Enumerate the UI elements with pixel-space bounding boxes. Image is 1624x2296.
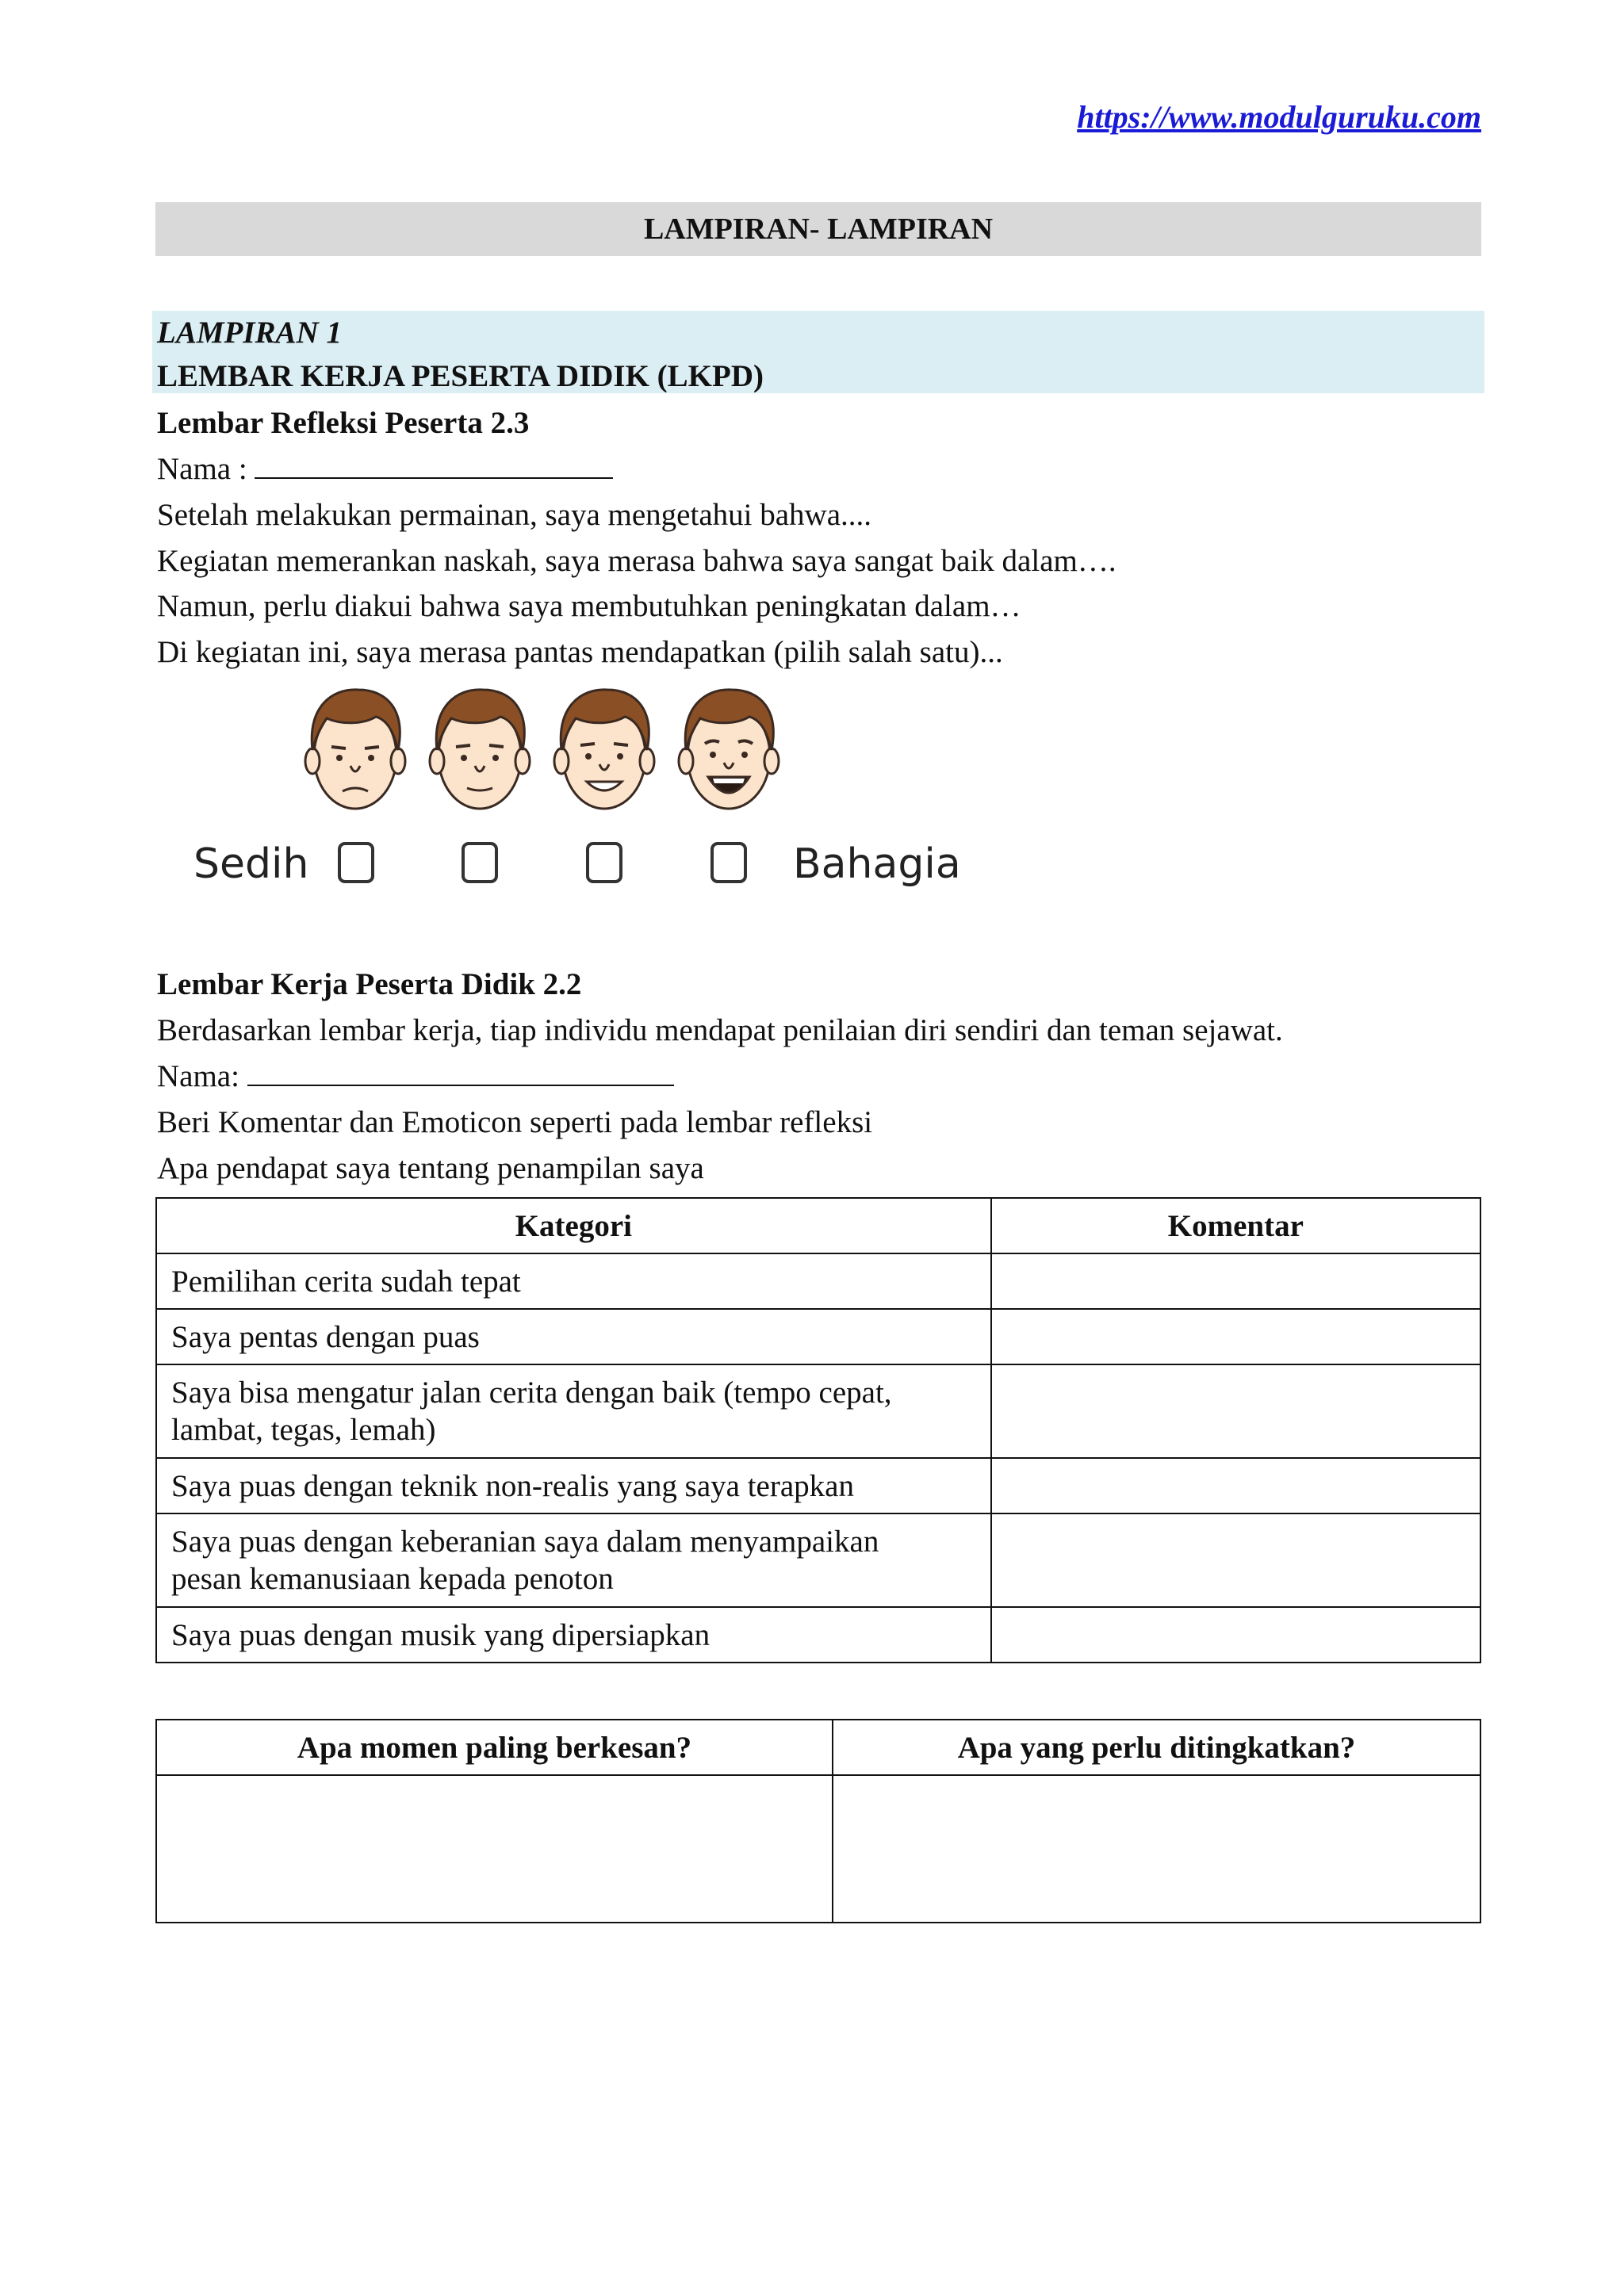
lkpd-heading: Lembar Kerja Peserta Didik 2.2	[157, 967, 582, 1001]
kategori-cell	[156, 1513, 991, 1607]
table-row	[156, 1253, 1480, 1309]
scale-left-label: Sedih	[193, 840, 309, 888]
reflection-table	[155, 1719, 1481, 1923]
kategori-text: Saya puas dengan musik yang dipersiapkan	[171, 1617, 710, 1652]
table-row	[156, 1607, 1480, 1663]
sad-checkbox[interactable]	[338, 842, 374, 883]
komentar-cell[interactable]	[991, 1513, 1480, 1607]
sad-face-icon	[300, 683, 411, 818]
happy-face-icon	[673, 683, 784, 818]
lkpd-name-row	[157, 1058, 674, 1096]
header-ditingkatkan: Apa yang perlu ditingkatkan?	[833, 1720, 1480, 1775]
emotion-scale	[182, 683, 959, 897]
refleksi-name-row	[157, 450, 613, 488]
table-row	[156, 1775, 1480, 1923]
kategori-cell	[156, 1607, 991, 1663]
kategori-text: Pemilihan cerita sudah tepat	[171, 1264, 521, 1299]
refleksi-name-label: Nama :	[157, 452, 247, 486]
neutral-face-icon	[424, 683, 535, 818]
lkpd-question: Apa pendapat saya tentang penampilan saya	[157, 1151, 704, 1185]
lkpd-intro: Berdasarkan lembar kerja, tiap individu mendapat penilaian diri sendiri dan teman sejawat.	[157, 1013, 1283, 1047]
kategori-cell	[156, 1253, 991, 1309]
lampiran-number: LAMPIRAN 1	[157, 316, 342, 350]
lkpd-name-label: Nama:	[157, 1059, 239, 1093]
refleksi-line-4: Di kegiatan ini, saya merasa pantas mendapatkan (pilih salah satu)...	[157, 635, 1003, 669]
refleksi-line-1: Setelah melakukan permainan, saya mengetahui bahwa....	[157, 498, 871, 532]
kategori-cell	[156, 1364, 991, 1458]
header-url-link[interactable]: https://www.modulguruku.com	[1077, 99, 1481, 135]
banner-title: LAMPIRAN- LAMPIRAN	[643, 212, 994, 246]
smile-face-icon	[549, 683, 660, 818]
table-row	[156, 1309, 1480, 1364]
komentar-cell[interactable]	[991, 1607, 1480, 1663]
happy-checkbox[interactable]	[710, 842, 747, 883]
refleksi-line-2: Kegiatan memerankan naskah, saya merasa bahwa saya sangat baik dalam….	[157, 544, 1116, 578]
scale-right-label: Bahagia	[793, 840, 961, 888]
kategori-text: pesan kemanusiaan kepada penoton	[171, 1562, 614, 1596]
refleksi-heading: Lembar Refleksi Peserta 2.3	[157, 406, 530, 440]
header-momen: Apa momen paling berkesan?	[156, 1720, 833, 1775]
table-row	[156, 1513, 1480, 1607]
kategori-cell	[156, 1309, 991, 1364]
kategori-text: Saya bisa mengatur jalan cerita dengan baik (tempo cepat,	[171, 1376, 892, 1410]
lkpd-instruction: Beri Komentar dan Emoticon seperti pada lembar refleksi	[157, 1105, 873, 1139]
komentar-cell[interactable]	[991, 1364, 1480, 1458]
lampiran-title: LEMBAR KERJA PESERTA DIDIK (LKPD)	[157, 359, 764, 393]
kategori-text: Saya puas dengan teknik non-realis yang saya terapkan	[171, 1468, 854, 1503]
komentar-cell[interactable]	[991, 1253, 1480, 1309]
table-row	[156, 1364, 1480, 1458]
kategori-text: Saya puas dengan keberanian saya dalam menyampaikan	[171, 1525, 879, 1559]
neutral-checkbox[interactable]	[462, 842, 498, 883]
refleksi-name-blank[interactable]	[255, 450, 613, 479]
kategori-cell	[156, 1458, 991, 1513]
kategori-text: Saya pentas dengan puas	[171, 1319, 480, 1354]
ditingkatkan-answer-cell[interactable]	[833, 1775, 1480, 1923]
table-header-row	[156, 1198, 1480, 1253]
table-header-row	[156, 1720, 1480, 1775]
header-komentar: Komentar	[991, 1198, 1480, 1253]
refleksi-line-3: Namun, perlu diakui bahwa saya membutuhkan peningkatan dalam…	[157, 589, 1021, 623]
appendix-banner	[155, 202, 1481, 256]
momen-answer-cell[interactable]	[156, 1775, 833, 1923]
komentar-cell[interactable]	[991, 1458, 1480, 1513]
table-row	[156, 1458, 1480, 1513]
lkpd-name-blank[interactable]	[247, 1058, 674, 1086]
header-kategori: Kategori	[156, 1198, 991, 1253]
smile-checkbox[interactable]	[586, 842, 622, 883]
self-assessment-table	[155, 1197, 1481, 1663]
komentar-cell[interactable]	[991, 1309, 1480, 1364]
kategori-text: lambat, tegas, lemah)	[171, 1413, 436, 1447]
